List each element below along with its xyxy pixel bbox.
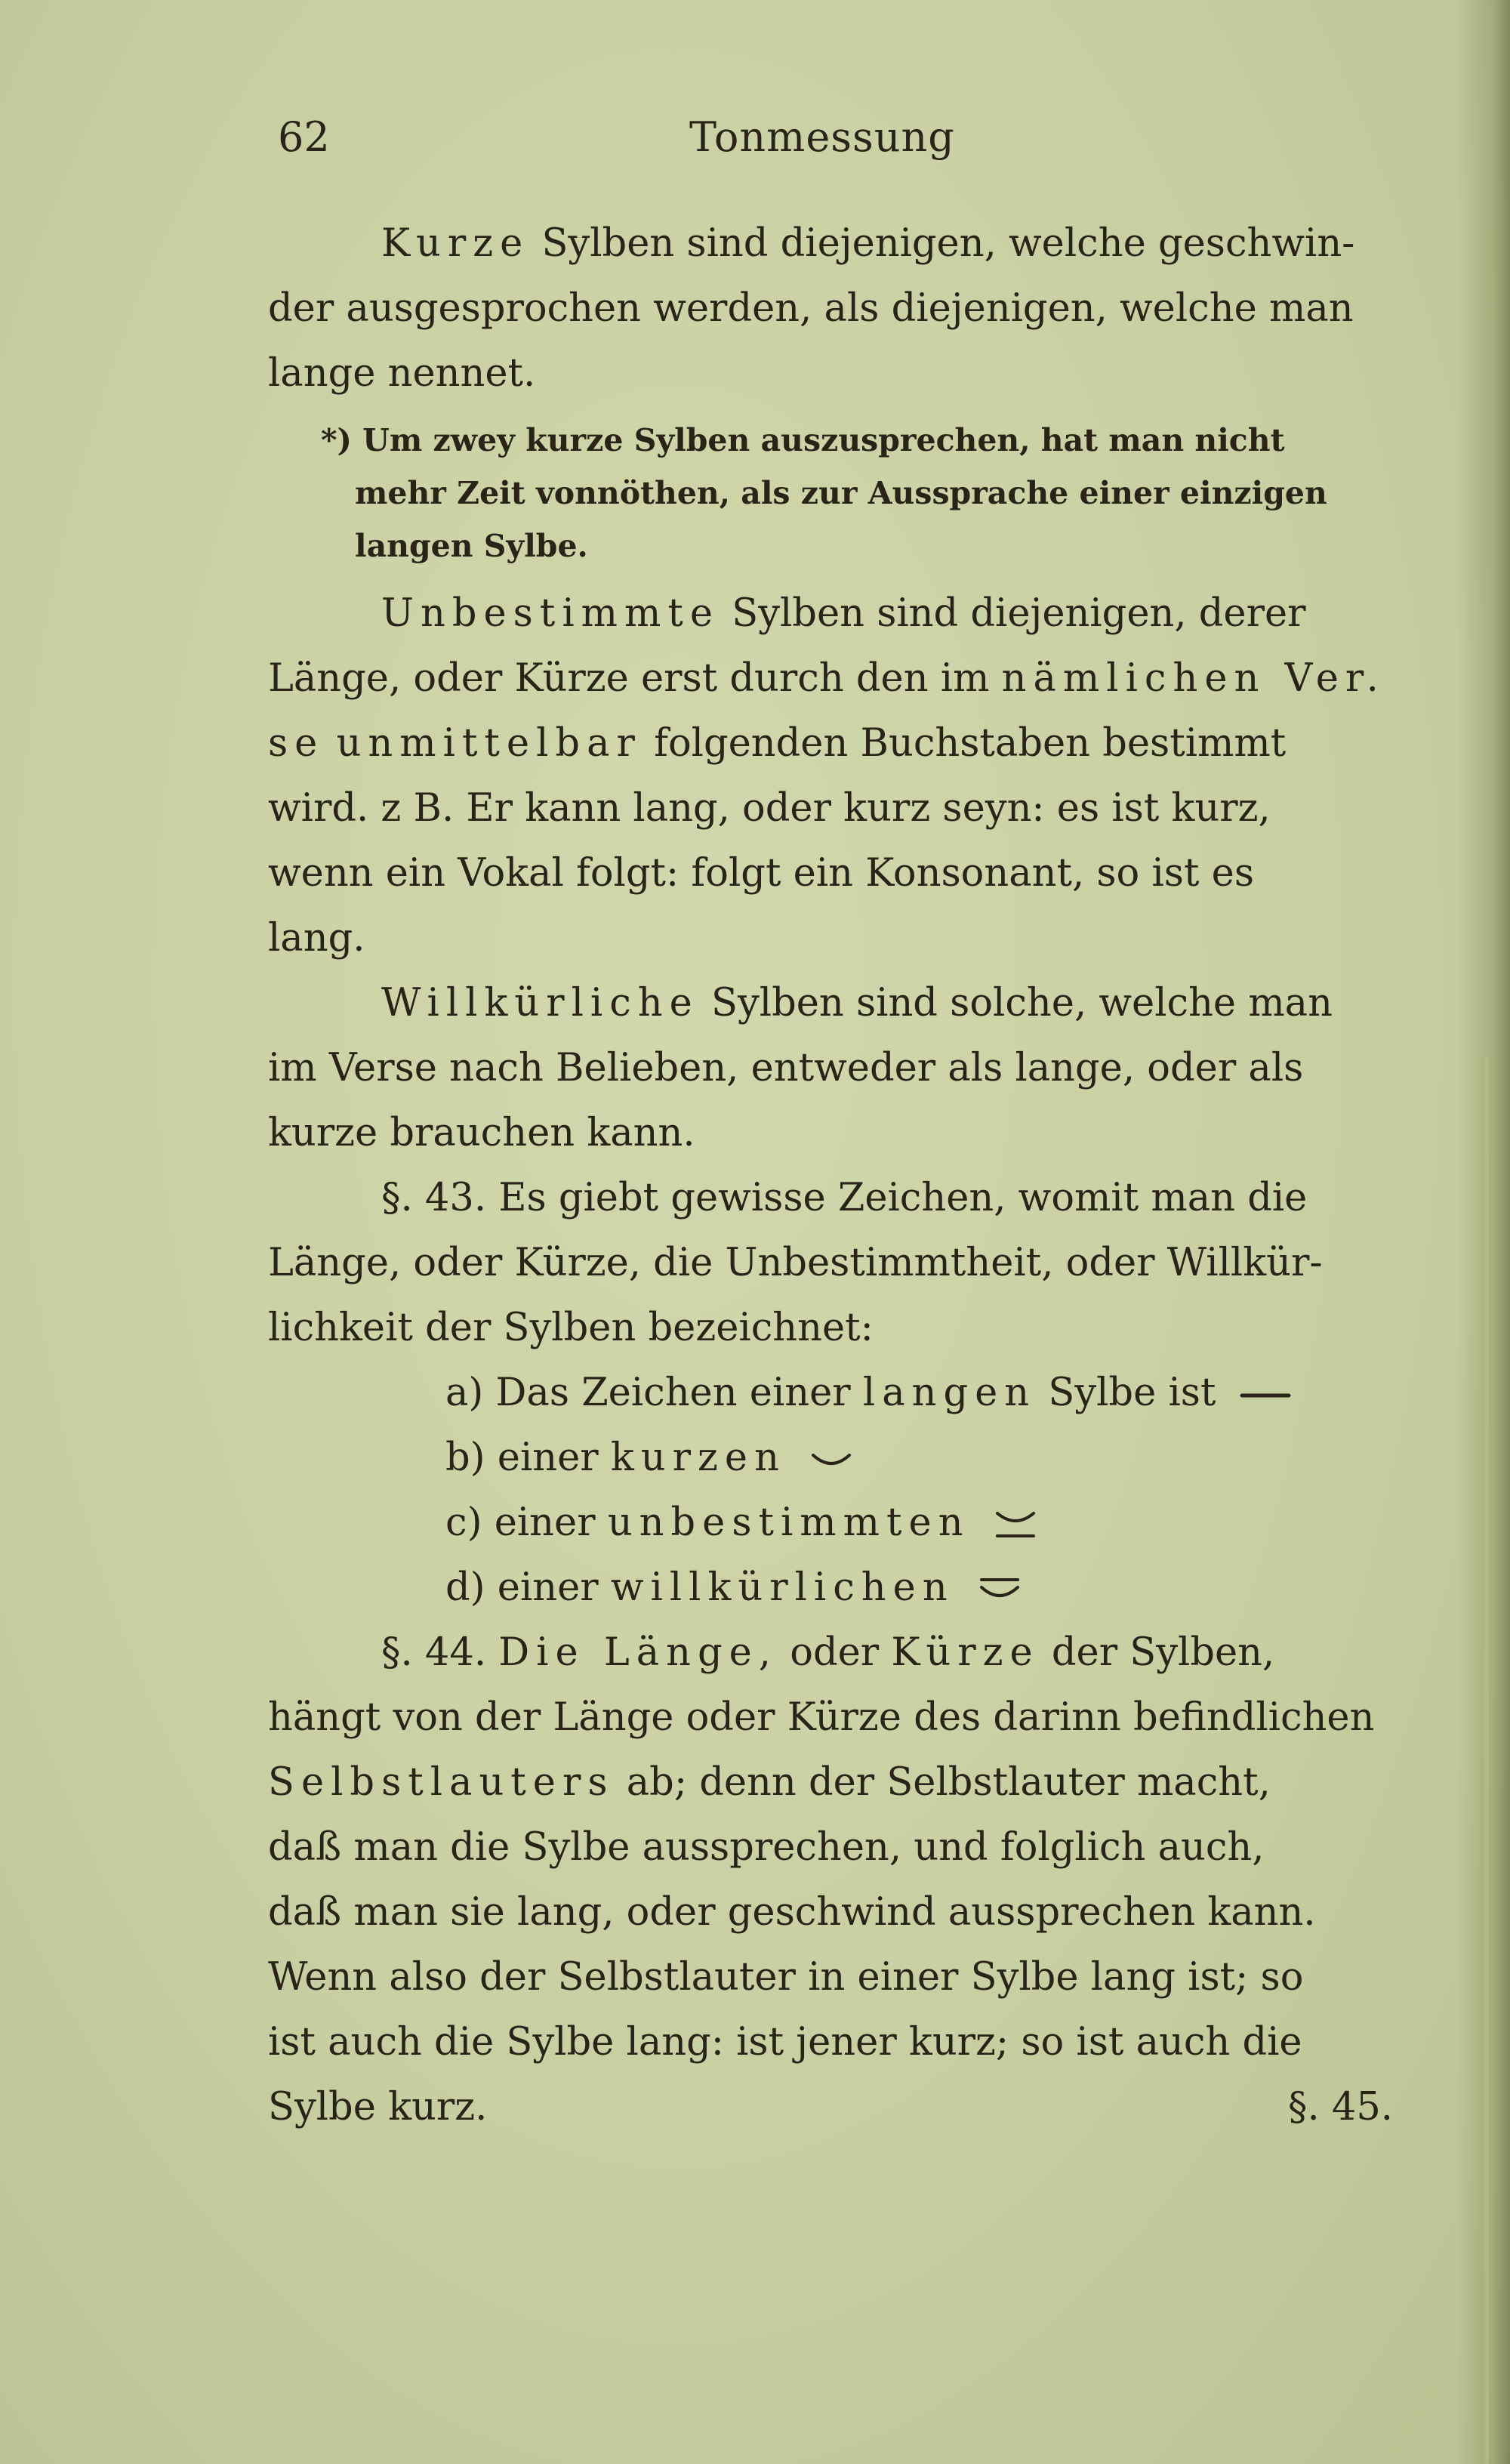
list-item-arbitrary-syllable (268, 1556, 1401, 1621)
paragraph-line: lange nennet. (268, 351, 536, 396)
footnote (268, 414, 1401, 572)
item-label: d) (445, 1565, 485, 1610)
paragraph-line (268, 1750, 1401, 1815)
page-text (268, 211, 1401, 2140)
emphasized-text: Die Länge, (498, 1630, 778, 1675)
paragraph-line: wenn ein Vokal folgt: folgt ein Konsonant, so ist es (268, 851, 1255, 896)
defined-term: Willkürliche (381, 981, 699, 1025)
line-text: Sylbe kurz. (268, 2085, 488, 2129)
paragraph-line: daß man die Sylbe aussprechen, und folglich auch, (268, 1825, 1265, 1870)
emphasized-text: unmittelbar (336, 721, 642, 766)
item-text: einer (494, 1500, 596, 1545)
paragraph-line: lang. (268, 916, 365, 961)
item-emphasis: langen (862, 1371, 1037, 1415)
footnote-line: langen Sylbe. (355, 528, 588, 564)
list-item-short-syllable (268, 1426, 1401, 1491)
paragraph-line (268, 971, 1401, 1036)
page-number: 62 (278, 113, 330, 161)
paragraph-line (268, 211, 1401, 276)
line-text: oder (790, 1630, 880, 1675)
item-emphasis: kurzen (610, 1436, 786, 1480)
paragraph-line: hängt von der Länge oder Kürze des darinn befindlichen (268, 1695, 1375, 1740)
defined-term: Kurze (381, 221, 530, 266)
paragraph-line: im Verse nach Belieben, entweder als lange, oder als (268, 1046, 1304, 1090)
paragraph-line: lichkeit der Sylben bezeichnet: (268, 1306, 874, 1350)
footnote-line: *) Um zwey kurze Sylben auszusprechen, hat man nicht (321, 422, 1285, 458)
paragraph-line: Wenn also der Selbstlauter in einer Sylbe lang ist; so (268, 1955, 1304, 2000)
long-syllable-mark-icon (1239, 1384, 1292, 1407)
footnote-line: mehr Zeit vonnöthen, als zur Aussprache einer einzigen (355, 475, 1327, 511)
paragraph-line: daß man sie lang, oder geschwind aussprechen kann. (268, 1890, 1316, 1935)
page-header (278, 113, 1410, 174)
line-text: ab; denn der Selbstlauter macht, (626, 1760, 1271, 1805)
paragraph-line (268, 711, 1401, 776)
running-head: Tonmessung (689, 113, 955, 161)
defined-term: Unbestimmte (381, 591, 720, 636)
item-emphasis: willkürlichen (610, 1565, 954, 1610)
emphasized-text: nämlichen Ver. (1001, 656, 1385, 701)
emphasized-text: Kürze (891, 1630, 1040, 1675)
list-item-long-syllable (268, 1361, 1401, 1426)
paragraph-line: der ausgesprochen werden, als diejenigen, welche man (268, 286, 1354, 331)
paragraph-line (268, 646, 1401, 711)
page-edge-line (1484, 1057, 1489, 2464)
item-label: a) (445, 1371, 484, 1415)
line-text: Sylben sind diejenigen, derer (732, 591, 1306, 636)
catchword: §. 45. (1287, 2085, 1393, 2129)
line-text: Sylben sind solche, welche man (711, 981, 1333, 1025)
emphasized-text: se (268, 721, 325, 766)
paragraph-line (268, 581, 1401, 646)
emphasized-text: Selbstlauters (268, 1760, 615, 1805)
undetermined-syllable-mark-icon (993, 1509, 1038, 1542)
section-44-heading-line (268, 1621, 1401, 1685)
page-edge-shadow (1457, 0, 1510, 2464)
item-text: einer (497, 1436, 599, 1480)
section-43-heading-line: §. 43. Es giebt gewisse Zeichen, womit man die (381, 1176, 1308, 1220)
item-label: c) (445, 1500, 482, 1545)
line-text: Sylben sind diejenigen, welche geschwin- (541, 221, 1355, 266)
short-syllable-mark-icon (809, 1449, 854, 1472)
paragraph-line: wird. z B. Er kann lang, oder kurz seyn: es ist kurz, (268, 786, 1271, 831)
item-label: b) (445, 1436, 485, 1480)
item-text: einer (497, 1565, 599, 1610)
line-text: Länge, oder Kürze erst durch den im (268, 656, 990, 701)
list-item-undetermined-syllable (268, 1491, 1401, 1556)
paragraph-line (268, 2075, 1401, 2140)
paragraph-line: kurze brauchen kann. (268, 1111, 695, 1155)
paragraph-line: Länge, oder Kürze, die Unbestimmtheit, oder Willkür- (268, 1241, 1323, 1285)
item-text: Das Zeichen einer (495, 1371, 851, 1415)
line-text: der Sylben, (1051, 1630, 1275, 1675)
paragraph-line: ist auch die Sylbe lang: ist jener kurz; so ist auch die (268, 2020, 1302, 2065)
arbitrary-syllable-mark-icon (977, 1574, 1022, 1607)
section-number: §. 44. (381, 1630, 487, 1675)
line-text: folgenden Buchstaben bestimmt (654, 721, 1287, 766)
item-text: Sylbe ist (1048, 1371, 1216, 1415)
item-emphasis: unbestimmten (607, 1500, 970, 1545)
